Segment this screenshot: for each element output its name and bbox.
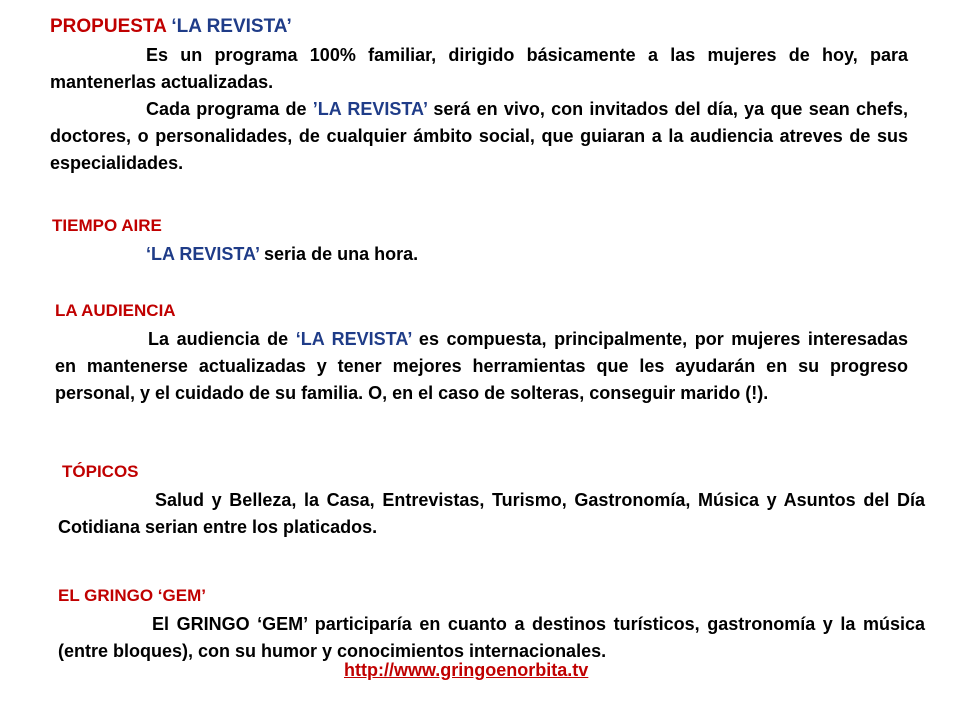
propuesta-paragraph-1	[50, 42, 908, 96]
gringo-heading: EL GRINGO ‘GEM’	[58, 586, 206, 605]
section-audiencia	[55, 300, 908, 407]
tiempo-text: seria de una hora.	[259, 244, 419, 264]
section-propuesta	[50, 16, 908, 177]
tiempo-heading: TIEMPO AIRE	[52, 216, 162, 235]
gringo-website-link[interactable]: http://www.gringoenorbita.tv	[344, 660, 589, 680]
propuesta-paragraph-2	[50, 96, 908, 177]
section-tiempo-aire	[52, 215, 908, 268]
gringo-paragraph	[58, 611, 925, 665]
audiencia-title-ref: ‘LA REVISTA’	[295, 329, 412, 349]
propuesta-heading-title: ‘LA REVISTA’	[171, 16, 292, 37]
audiencia-paragraph	[55, 326, 908, 407]
audiencia-heading: LA AUDIENCIA	[55, 301, 176, 320]
topicos-paragraph	[58, 487, 925, 541]
tiempo-title-ref: ‘LA REVISTA’	[146, 244, 260, 264]
propuesta-heading	[50, 16, 908, 38]
topicos-text: Salud y Belleza, la Casa, Entrevistas, Turismo, Gastronomía, Música y Asuntos del Día Cotidiana serian entre los platicados.	[58, 490, 925, 537]
topicos-heading: TÓPICOS	[62, 462, 139, 481]
tiempo-paragraph	[52, 241, 908, 268]
section-gringo	[58, 585, 925, 665]
propuesta-text-2b: será en vivo, con invitados del día, ya que sean chefs, doctores, o personalidades, de cualquier ámbito social, que guiaran a la audiencia atreves de sus especialidades.	[50, 99, 908, 173]
propuesta-text-2a: Cada programa de	[146, 99, 313, 119]
propuesta-text-1: Es un programa 100% familiar, dirigido básicamente a las mujeres de hoy, para mantenerlas actualizadas.	[50, 45, 908, 92]
propuesta-heading-label: PROPUESTA	[50, 16, 167, 37]
gringo-text: El GRINGO ‘GEM’ participaría en cuanto a destinos turísticos, gastronomía y la música (entre bloques), con su humor y conocimientos internacionales.	[58, 614, 925, 661]
audiencia-text-b: es compuesta, principalmente, por mujeres interesadas en mantenerse actualizadas y tener mejores herramientas que les ayudarán en su progreso personal, y el cuidado de su familia. O, en el caso de solteras, conseguir marido (!).	[55, 329, 908, 403]
propuesta-title-ref: ’LA REVISTA’	[312, 99, 428, 119]
audiencia-text-a: La audiencia de	[148, 329, 296, 349]
section-topicos	[58, 461, 925, 541]
